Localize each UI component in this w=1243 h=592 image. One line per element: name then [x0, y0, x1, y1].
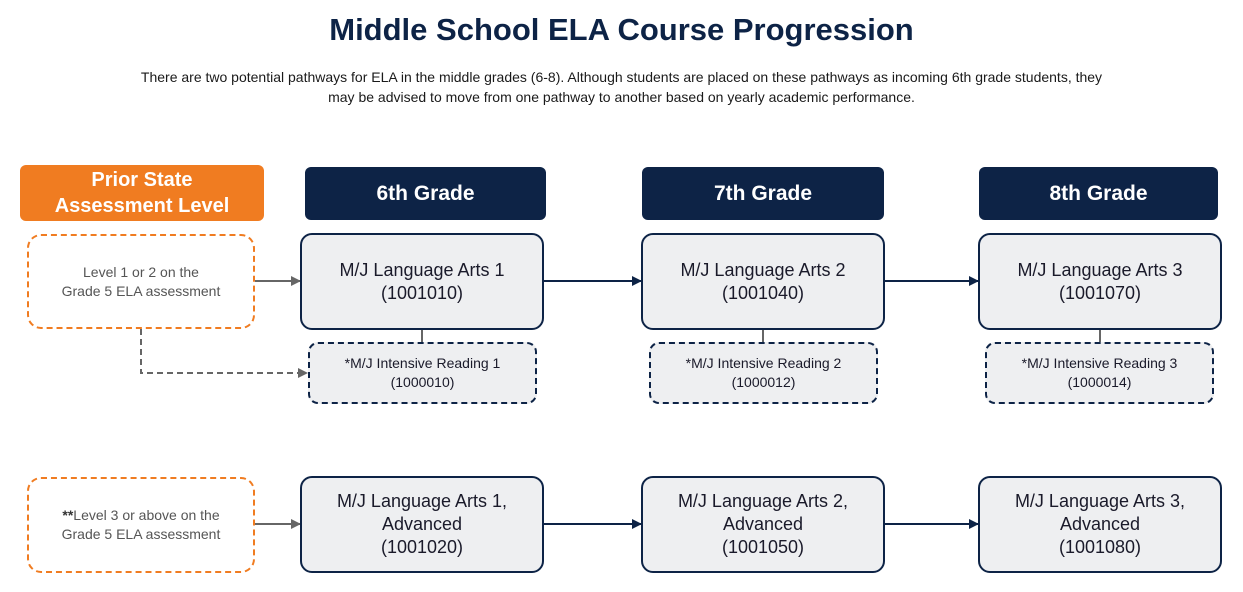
reading-code: (1000010): [390, 374, 455, 390]
reading-code: (1000012): [731, 374, 796, 390]
reading-name: *M/J Intensive Reading 2: [685, 355, 842, 371]
header-7th-grade: 7th Grade: [642, 167, 884, 220]
reading-name: *M/J Intensive Reading 1: [344, 355, 501, 371]
course-box-la3: [978, 233, 1222, 330]
course-name: M/J Language Arts 2,: [677, 491, 849, 511]
course-box-la1-advanced: [300, 476, 544, 573]
course-name: M/J Language Arts 3,: [1014, 491, 1186, 511]
course-box-la2-advanced: [641, 476, 885, 573]
course-name: M/J Language Arts 1,: [336, 491, 508, 511]
course-name: M/J Language Arts 3: [1017, 259, 1183, 280]
course-code: (1001020): [380, 537, 464, 557]
description-line-2: may be advised to move from one pathway to another based on yearly academic performance.: [328, 89, 915, 105]
footnote-marker: **: [62, 507, 74, 523]
reading-name: *M/J Intensive Reading 3: [1021, 355, 1178, 371]
prior-level-3-text: Level 3 or above on the: [73, 507, 220, 523]
reading-code: (1000014): [1067, 374, 1132, 390]
prior-level-1-2-line-2: Grade 5 ELA assessment: [61, 282, 221, 299]
prior-level-3-line-2: Grade 5 ELA assessment: [61, 526, 221, 542]
course-name: M/J Language Arts 2: [680, 259, 846, 280]
course-name: M/J Language Arts 1: [339, 259, 505, 280]
course-box-la3-advanced: [978, 476, 1222, 573]
course-box-la2: [641, 233, 885, 330]
prior-level-1-2-box: [27, 234, 255, 329]
arrow-prior1-to-reading1: [141, 329, 307, 373]
course-level: Advanced: [381, 514, 463, 534]
course-box-la1: [300, 233, 544, 330]
header-prior-line-1: Prior State: [91, 169, 193, 191]
header-6th-grade: 6th Grade: [305, 167, 546, 220]
header-prior-line-2: Assessment Level: [54, 195, 230, 217]
reading-box-3: [985, 342, 1214, 404]
course-code: (1001050): [721, 537, 805, 557]
page-title: Middle School ELA Course Progression: [329, 12, 914, 47]
course-code: (1001040): [721, 282, 805, 303]
description-line-1: There are two potential pathways for ELA in the middle grades (6-8). Although students are placed on these pathways as incoming 6th grade students, they: [140, 69, 1103, 85]
header-8th-grade: 8th Grade: [979, 167, 1218, 220]
course-level: Advanced: [722, 514, 804, 534]
reading-box-1: [308, 342, 537, 404]
prior-level-3-box: [27, 477, 255, 573]
prior-level-1-2-line-1: Level 1 or 2 on the: [83, 263, 199, 280]
course-code: (1001070): [1058, 282, 1142, 303]
reading-box-2: [649, 342, 878, 404]
header-prior-assessment: [20, 165, 264, 221]
prior-level-3-line-1: [62, 506, 219, 525]
course-code: (1001080): [1058, 537, 1142, 557]
course-level: Advanced: [1059, 514, 1141, 534]
course-code: (1001010): [380, 282, 464, 303]
